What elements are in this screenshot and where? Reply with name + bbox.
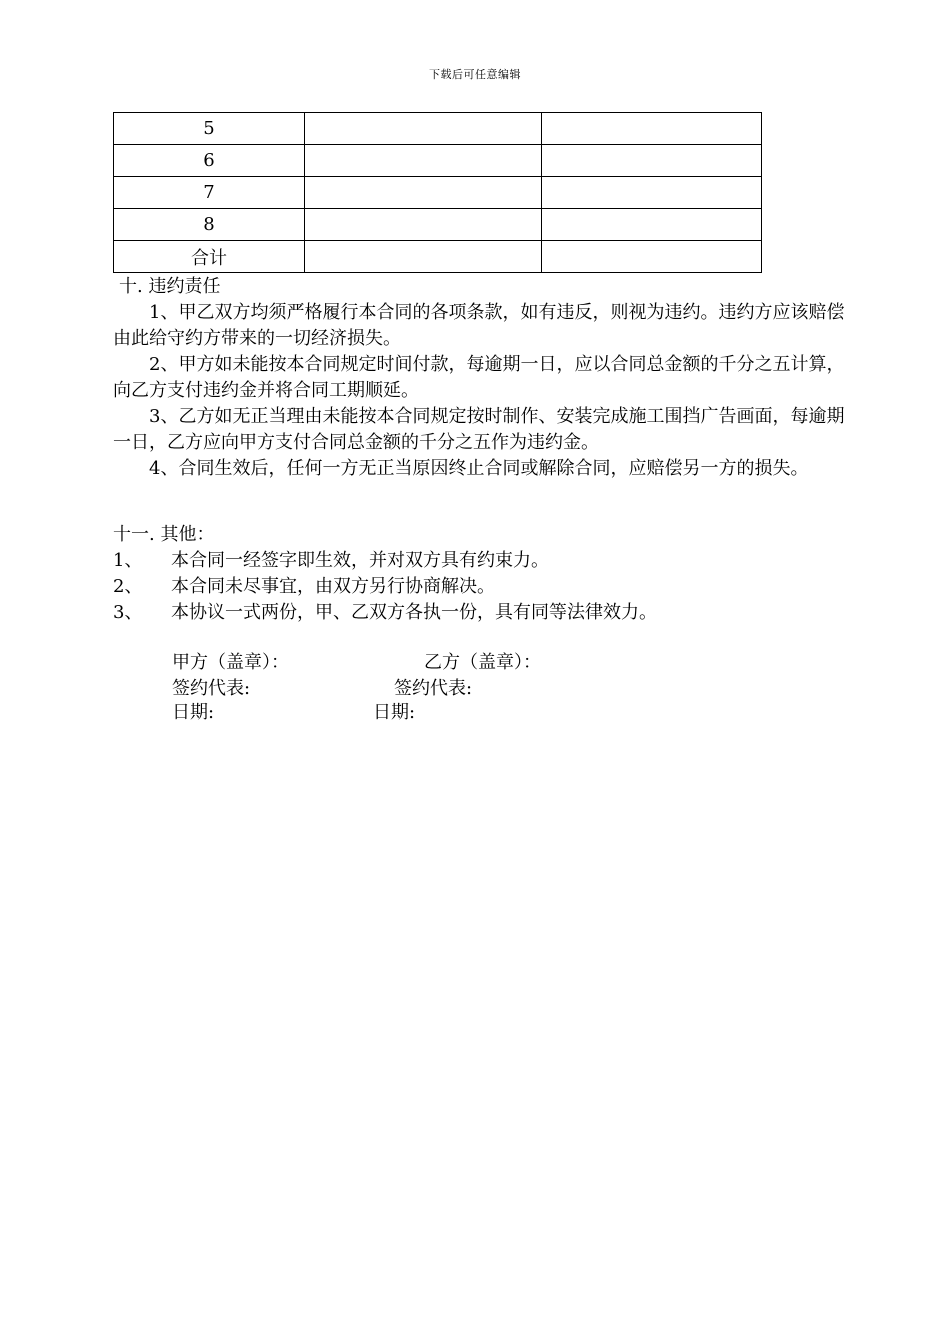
table-row xyxy=(114,145,762,177)
table-row-total xyxy=(114,241,762,273)
list-item xyxy=(113,548,549,574)
party-a-date-label: 日期: xyxy=(172,702,215,723)
party-b-seal-label: 乙方（盖章）： xyxy=(424,652,541,673)
section-11-title: 十一. 其他： xyxy=(113,524,215,545)
list-item-number: 2、 xyxy=(113,576,143,597)
breach-paragraph-1: 1、甲乙双方均须严格履行本合同的各项条款，如有违反，则视为违约。违约方应该赔偿由此给守约方带来的一切经济损失。 xyxy=(113,302,845,349)
table-cell xyxy=(305,241,542,273)
list-item-text: 本合同一经签字即生效，并对双方具有约束力。 xyxy=(171,550,549,571)
table-cell-total-label: 合计 xyxy=(114,241,305,273)
table-cell xyxy=(305,113,542,145)
table-cell xyxy=(542,241,762,273)
party-a-rep-label: 签约代表: xyxy=(172,678,251,699)
table-cell xyxy=(542,177,762,209)
table-cell xyxy=(542,113,762,145)
table-cell xyxy=(305,209,542,241)
section-10-body xyxy=(113,300,853,482)
breach-paragraph-3: 3、乙方如无正当理由未能按本合同规定按时制作、安装完成施工围挡广告画面，每逾期一日，乙方应向甲方支付合同总金额的千分之五作为违约金。 xyxy=(113,406,845,453)
table-cell xyxy=(542,145,762,177)
section-10-title: 十. 违约责任 xyxy=(119,276,221,297)
table-row xyxy=(114,113,762,145)
schedule-table xyxy=(113,112,762,273)
page-header: 下载后可任意编辑 xyxy=(429,68,521,81)
party-b-date-label: 日期: xyxy=(373,702,416,723)
party-a-seal-label: 甲方（盖章）： xyxy=(172,652,289,673)
table-row xyxy=(114,209,762,241)
list-item xyxy=(113,574,495,600)
table-cell-no: 8 xyxy=(114,209,305,241)
list-item-number: 1、 xyxy=(113,550,143,571)
list-item-text: 本协议一式两份，甲、乙双方各执一份，具有同等法律效力。 xyxy=(171,602,657,623)
list-item xyxy=(113,600,657,626)
table-cell-no: 6 xyxy=(114,145,305,177)
table-cell-no: 7 xyxy=(114,177,305,209)
table-cell xyxy=(542,209,762,241)
table-row xyxy=(114,177,762,209)
breach-paragraph-4: 4、合同生效后，任何一方无正当原因终止合同或解除合同，应赔偿另一方的损失。 xyxy=(149,458,809,479)
breach-paragraph-2: 2、甲方如未能按本合同规定时间付款，每逾期一日，应以合同总金额的千分之五计算，向乙方支付违约金并将合同工期顺延。 xyxy=(113,354,845,401)
table-cell xyxy=(305,177,542,209)
table-cell xyxy=(305,145,542,177)
table-cell-no: 5 xyxy=(114,113,305,145)
list-item-number: 3、 xyxy=(113,602,143,623)
list-item-text: 本合同未尽事宜，由双方另行协商解决。 xyxy=(171,576,495,597)
party-b-rep-label: 签约代表: xyxy=(394,678,473,699)
